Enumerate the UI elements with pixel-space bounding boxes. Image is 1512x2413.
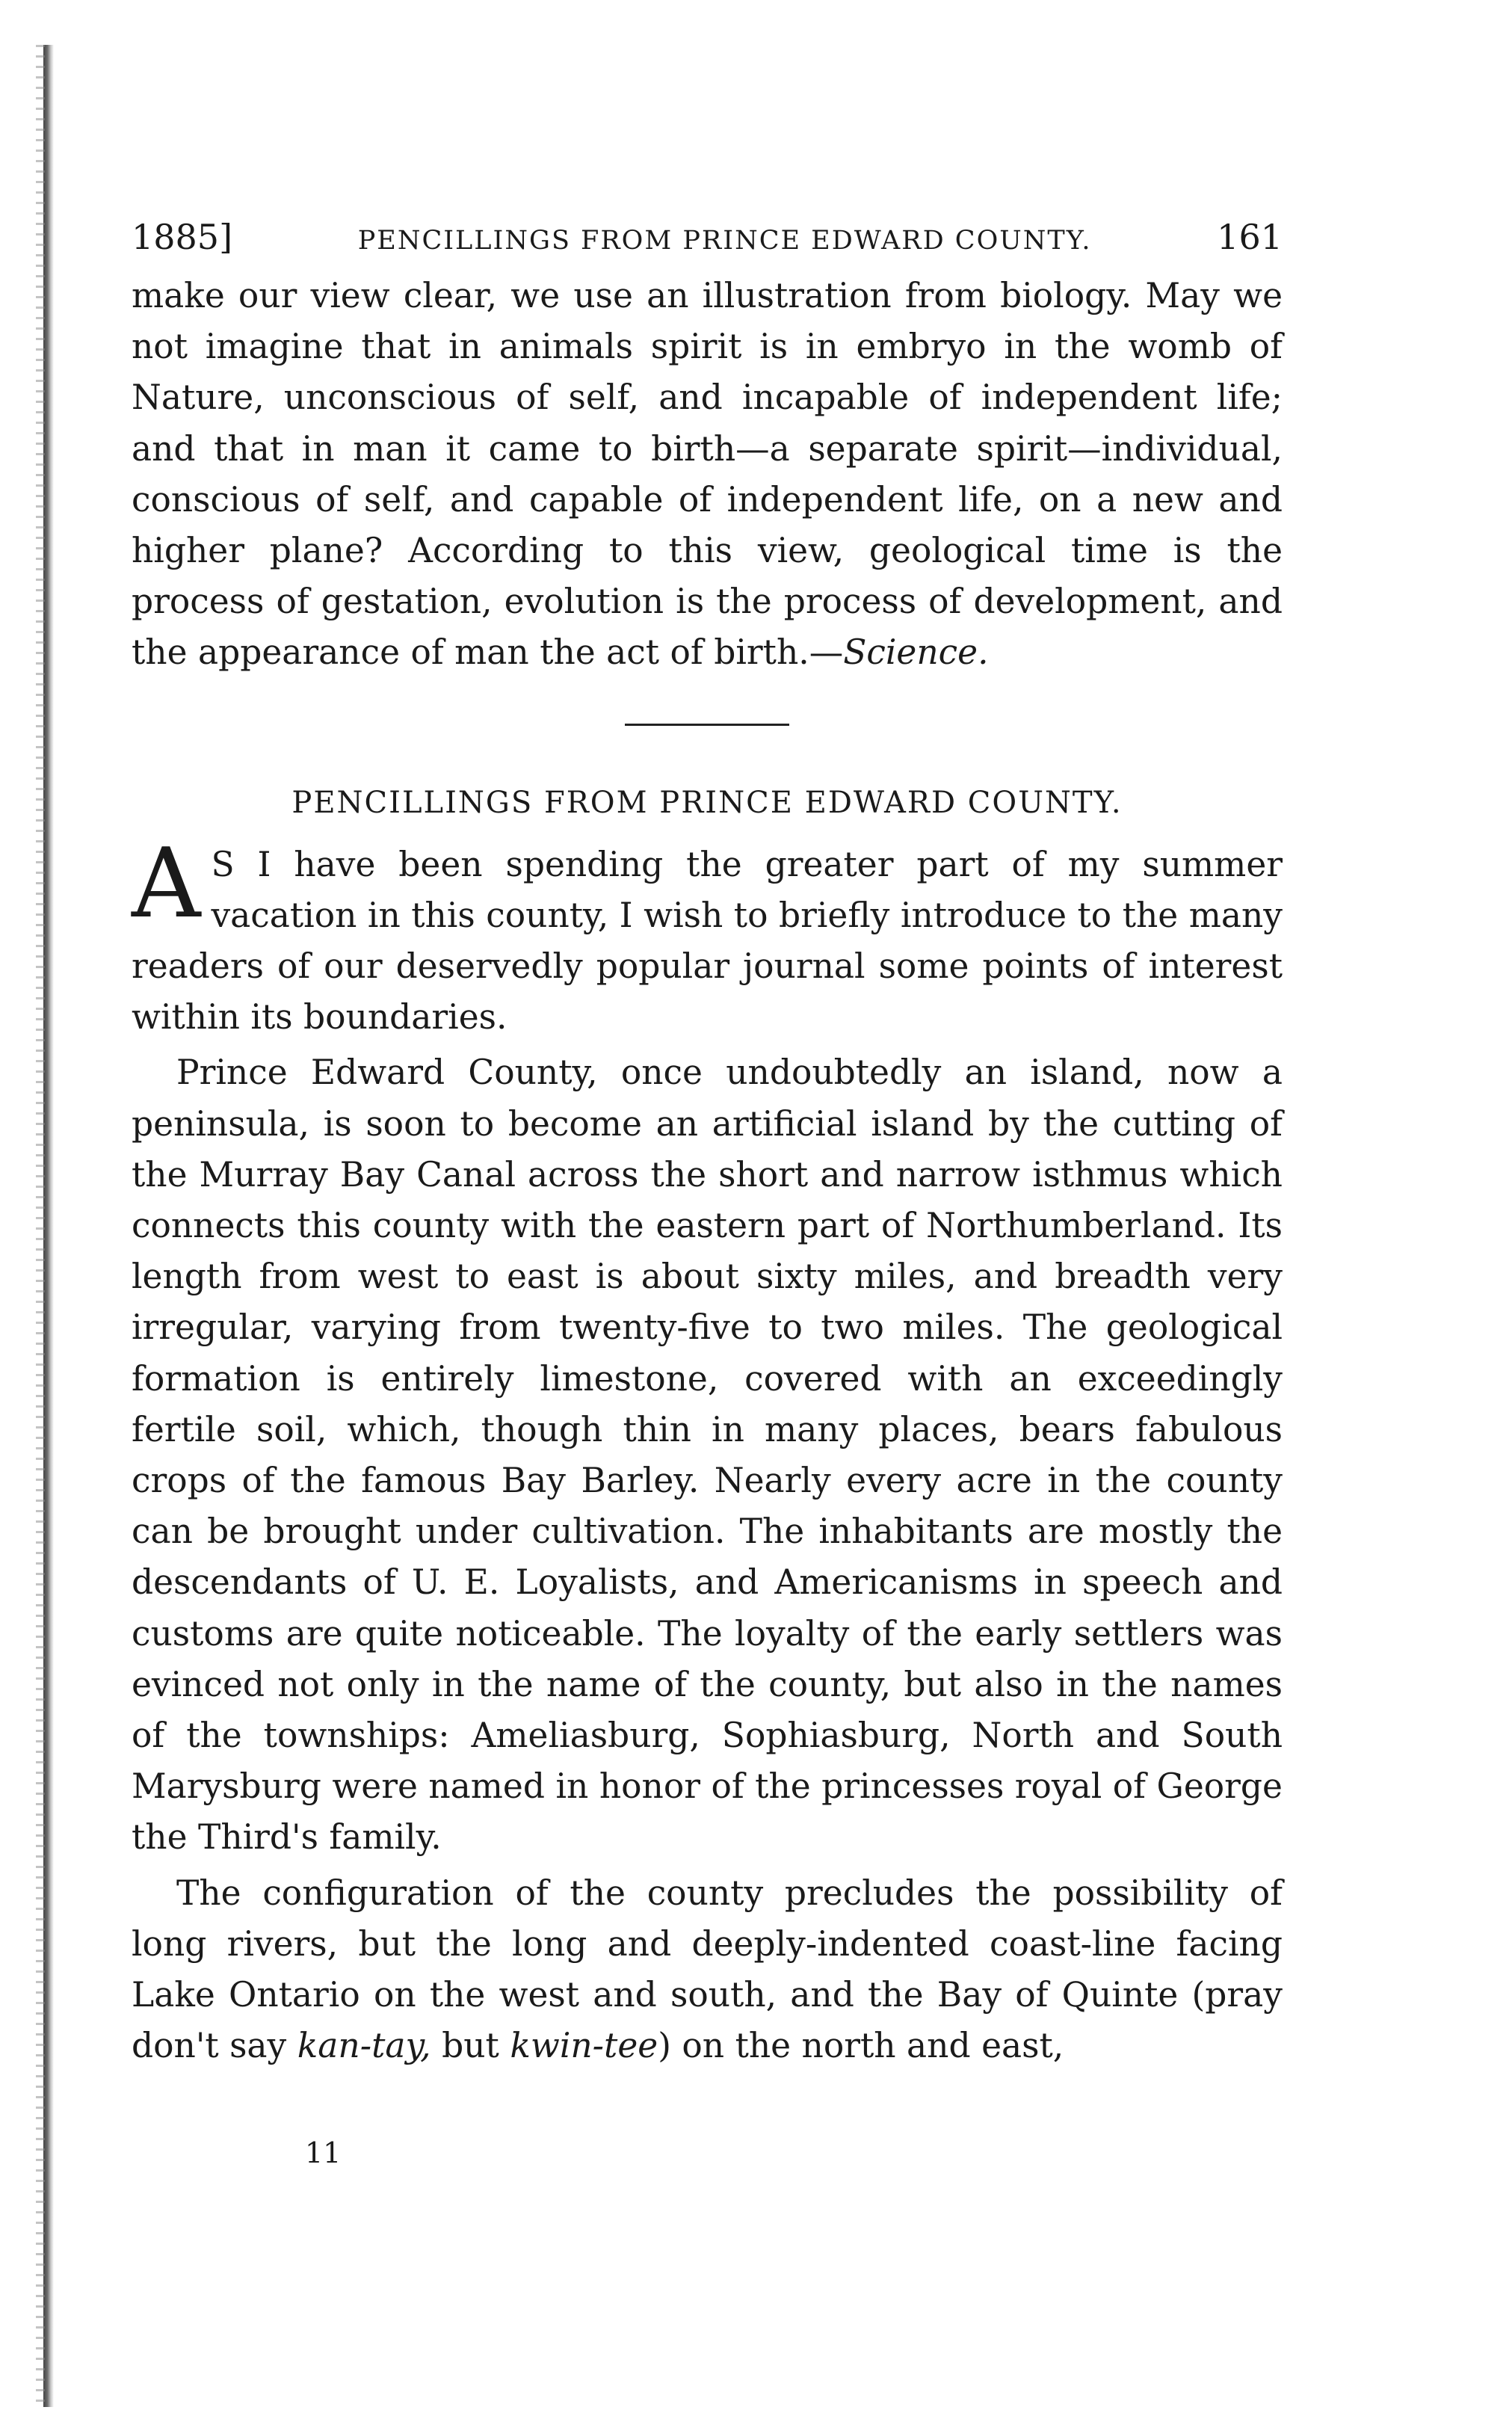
running-title: PENCILLINGS FROM PRINCE EDWARD COUNTY. (357, 226, 1092, 256)
pronunciation-right: kwin-tee (510, 2026, 658, 2066)
binding-stitch-marks (36, 45, 45, 2407)
drop-cap: A (132, 828, 201, 940)
article-paragraph-3: The configuration of the county precludes the possibility of long rivers, but the long and deeply-indented coast-line facing Lake Ontario on the west and south, and the Bay of Quinte (pray don't say kan-tay, but kwin-tee) on the north and east, (132, 1873, 1283, 2066)
pronunciation-wrong: kan-tay, (297, 2026, 431, 2066)
previous-article-text: make our view clear, we use an illustration from biology. May we not imagine that in animals spirit is in embryo in the womb of Nature, unconscious of self, and incapable of independent life; and that in man it came to birth—a separate spirit—individual, conscious of self, and capable of independent life, on a new and higher plane? According to this view, geological time is the process of gestation, evolution is the process of development, and the appearance of man the act of birth.—Science. (132, 276, 1283, 673)
source-citation: Science. (843, 632, 989, 673)
article-paragraph-1: A S I have been spending the greater part of my summer vacation in this county, I wish to briefly introduce to the many readers of our deservedly popular journal some points of interest within its boundaries. (132, 828, 1283, 1038)
article-paragraph-2: Prince Edward County, once undoubtedly an island, now a peninsula, is soon to become an artificial island by the cutting of the Murray Bay Canal across the short and narrow isthmus which connects this county with the eastern part of Northumberland. Its length from west to east is about sixty miles, and breadth very irregular, varying from twenty-five to two miles. The geological formation is entirely limestone, covered with an exceedingly fertile soil, which, though thin in many places, bears fabulous crops of the famous Bay Barley. Nearly every acre in the county can be brought under cultivation. The inhabitants are mostly the descendants of U. E. Loyalists, and Americanisms in speech and customs are quite noticeable. The loyalty of the early settlers was evinced not only in the name of the county, but also in the names of the townships: Ameliasburg, Sophiasburg, North and South Marysburg were named in honor of the princesses royal of George the Third's family. (132, 1053, 1283, 1858)
running-header (132, 217, 1283, 257)
article-title: PENCILLINGS FROM PRINCE EDWARD COUNTY. (291, 785, 1123, 820)
page-number: 161 (1217, 217, 1283, 257)
header-year: 1885] (132, 217, 233, 257)
signature-mark: 11 (305, 2136, 342, 2169)
section-divider (625, 724, 789, 726)
page-binding-edge (43, 45, 54, 2407)
document-page (132, 217, 1283, 2072)
